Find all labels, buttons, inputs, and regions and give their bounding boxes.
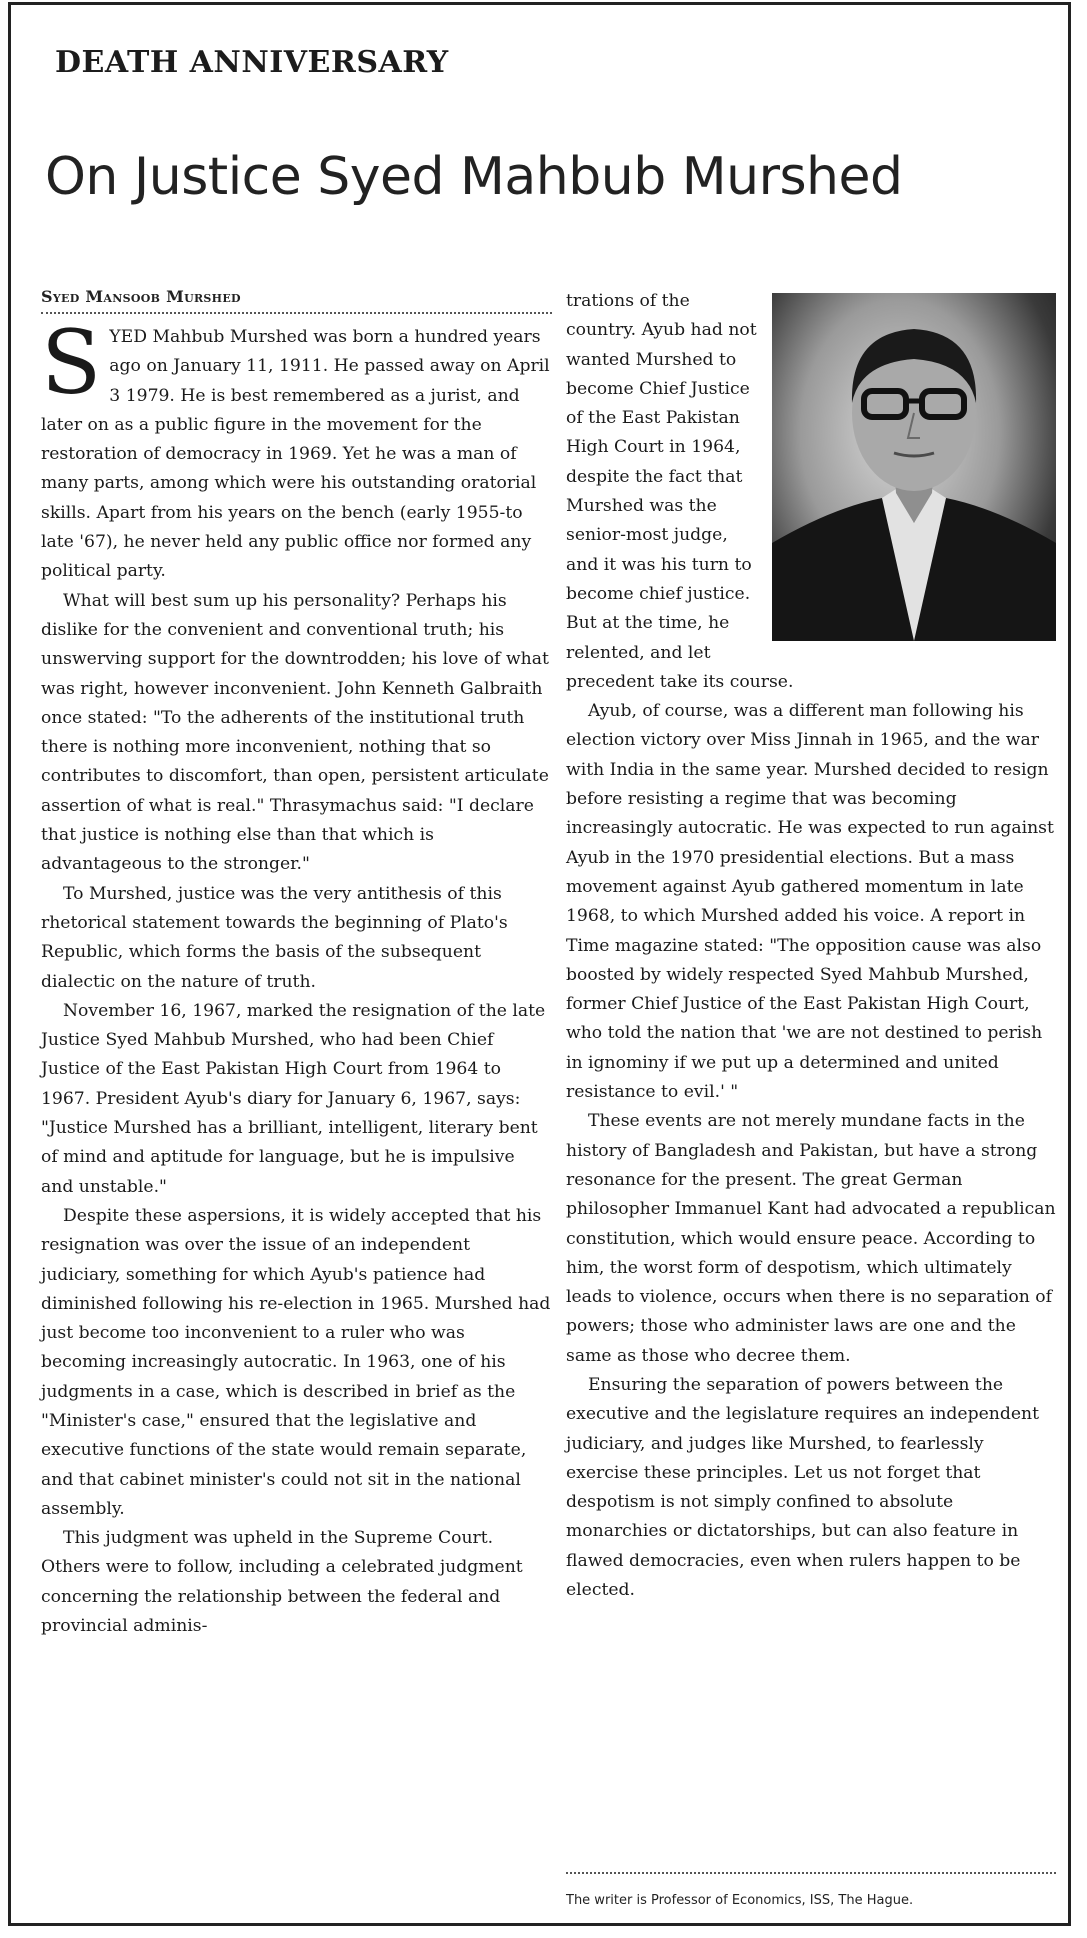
article-paragraph: This judgment was upheld in the Supreme Court. Others were to follow, including a celebrated judgment concerning the relationship between the federal and provincial adminis- [41, 1528, 523, 1637]
article-paragraph: trations of the country. Ayub had not wanted Murshed to become Chief Justice of the East Pakistan High Court in 1964, despite the fact that Murshed was the senior-most judge, and it was his turn to become chief justice. But at the time, he relented, and let precedent take its course. [566, 291, 794, 692]
left-column [41, 311, 552, 1641]
article-paragraph: SYED Mahbub Murshed was born a hundred years ago on January 11, 1911. He passed away on April 3 1979. He is best remembered as a jurist, and later on as a public figure in the movement for the restoration of democracy in 1969. Yet he was a man of many parts, among which were his outstanding oratorial skills. Apart from his years on the bench (early 1955-to late '67), he never held any public office nor formed any political party. [41, 311, 550, 582]
article-paragraph: To Murshed, justice was the very antithesis of this rhetorical statement towards the beginning of Plato's Republic, which forms the basis of the subsequent dialectic on the nature of truth. [41, 883, 508, 992]
article-headline: On Justice Syed Mahbub Murshed [45, 147, 903, 207]
article-paragraph: These events are not merely mundane facts in the history of Bangladesh and Pakistan, but have a strong resonance for the present. The great German philosopher Immanuel Kant had advocated a republican constitution, which would ensure peace. According to him, the worst form of despotism, which ultimately leads to violence, occurs when there is no separation of powers; those who administer laws are one and the same as those who decree them. [566, 1111, 1056, 1366]
drop-cap: S [41, 311, 102, 414]
portrait-photo [772, 293, 1056, 641]
article-paragraph: What will best sum up his personality? Perhaps his dislike for the convenient and conventional truth; his unswerving support for the downtrodden; his love of what was right, however inconvenient. John Kenneth Galbraith once stated: "To the adherents of the institutional truth there is nothing more inconvenient, nothing that so contributes to discomfort, than open, persistent articulate assertion of what is real." Thrasymachus said: "I declare that justice is nothing else than that which is advantageous to the stronger." [41, 590, 549, 875]
byline: Syed Mansoob Murshed [41, 287, 552, 314]
article-paragraph: November 16, 1967, marked the resignation of the late Justice Syed Mahbub Murshed, who had been Chief Justice of the East Pakistan High Court from 1964 to 1967. President Ayub's diary for January 6, 1967, says: "Justice Murshed has a brilliant, intelligent, literary bent of mind and aptitude for language, but he is impulsive and unstable." [41, 1000, 546, 1197]
article-paragraph: Despite these aspersions, it is widely accepted that his resignation was over the issue of an independent judiciary, something for which Ayub's patience had diminished following his re-election in 1965. Murshed had just become too inconvenient to a ruler who was becoming increasingly autocratic. In 1963, one of his judgments in a case, which is described in brief as the "Minister's case," ensured that the legislative and executive functions of the state would remain separate, and that cabinet minister's could not sit in the national assembly. [41, 1205, 551, 1519]
article-page [8, 2, 1071, 1926]
section-kicker: DEATH ANNIVERSARY [55, 45, 449, 80]
article-paragraph: Ensuring the separation of powers between the executive and the legislature requires an independent judiciary, and judges like Murshed, to fearlessly exercise these principles. Let us not forget that despotism is not simply confined to absolute monarchies or dictatorships, but can also feature in flawed democracies, even when rulers happen to be elected. [566, 1374, 1039, 1601]
author-footnote: The writer is Professor of Economics, ISS, The Hague. [566, 1893, 914, 1908]
drop-cap-word: YED [109, 327, 147, 347]
footnote-divider [566, 1872, 1056, 1874]
right-column [566, 287, 1056, 1605]
article-paragraph: Ayub, of course, was a different man following his election victory over Miss Jinnah in 1965, and the war with India in the same year. Murshed decided to resign before resisting a regime that was becoming increasingly autocratic. He was expected to run against Ayub in the 1970 presidential elections. But a mass movement against Ayub gathered momentum in late 1968, to which Murshed added his voice. A report in Time magazine stated: "The opposition cause was also boosted by widely respected Syed Mahbub Murshed, former Chief Justice of the East Pakistan High Court, who told the nation that 'we are not destined to perish in ignominy if we put up a determined and united resistance to evil.' " [566, 701, 1054, 1103]
portrait-icon [772, 293, 1056, 641]
